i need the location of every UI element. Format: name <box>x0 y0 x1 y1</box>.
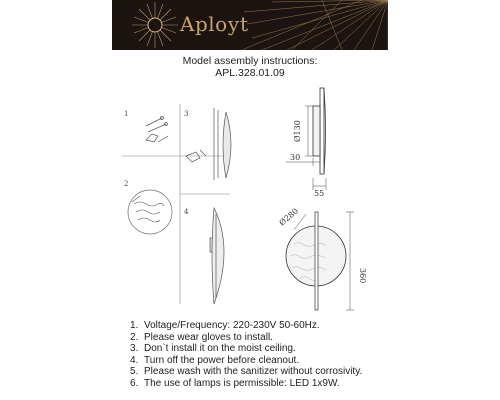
list-item: 4. Turn off the power before cleanout. <box>130 354 300 366</box>
step-label: 1 <box>124 110 129 118</box>
list-item: 5. Please wash with the sanitizer without corrosivity. <box>130 366 363 378</box>
detail-circle <box>128 190 172 234</box>
step-label: 2 <box>124 180 129 188</box>
dimension-label: 360 <box>358 268 367 284</box>
model-number: APL.328.01.09 <box>215 67 285 79</box>
mounting-illustration <box>186 108 231 180</box>
light-tube <box>315 212 318 310</box>
step-label: 3 <box>184 110 189 118</box>
list-item: 1. Voltage/Frequency: 220-230V 50-60Hz. <box>130 320 320 331</box>
side-profile-drawing <box>313 88 326 174</box>
header-banner <box>112 0 388 50</box>
specifications-list <box>130 320 362 390</box>
sunburst-logo-icon <box>112 0 388 50</box>
dimension-label: 30 <box>290 153 301 162</box>
list-item: 2. Please wear gloves to install. <box>130 331 273 343</box>
dimension-label: Ø130 <box>293 120 302 142</box>
dimension-label: 55 <box>314 189 325 198</box>
assembly-drawing <box>110 84 390 314</box>
list-item: 3. Don`t install it on the moist ceiling. <box>130 343 296 355</box>
page-title: Model assembly instructions: <box>182 55 318 67</box>
step-label: 4 <box>184 208 189 216</box>
dimension-label: Ø280 <box>277 206 301 228</box>
brand-logo: Aploуt <box>180 12 249 36</box>
list-item: 6. The use of lamps is permissible: LED 1x9W. <box>130 377 340 389</box>
screws-illustration <box>146 117 168 143</box>
assembled-side-view <box>210 208 224 304</box>
texture-detail <box>132 196 164 222</box>
